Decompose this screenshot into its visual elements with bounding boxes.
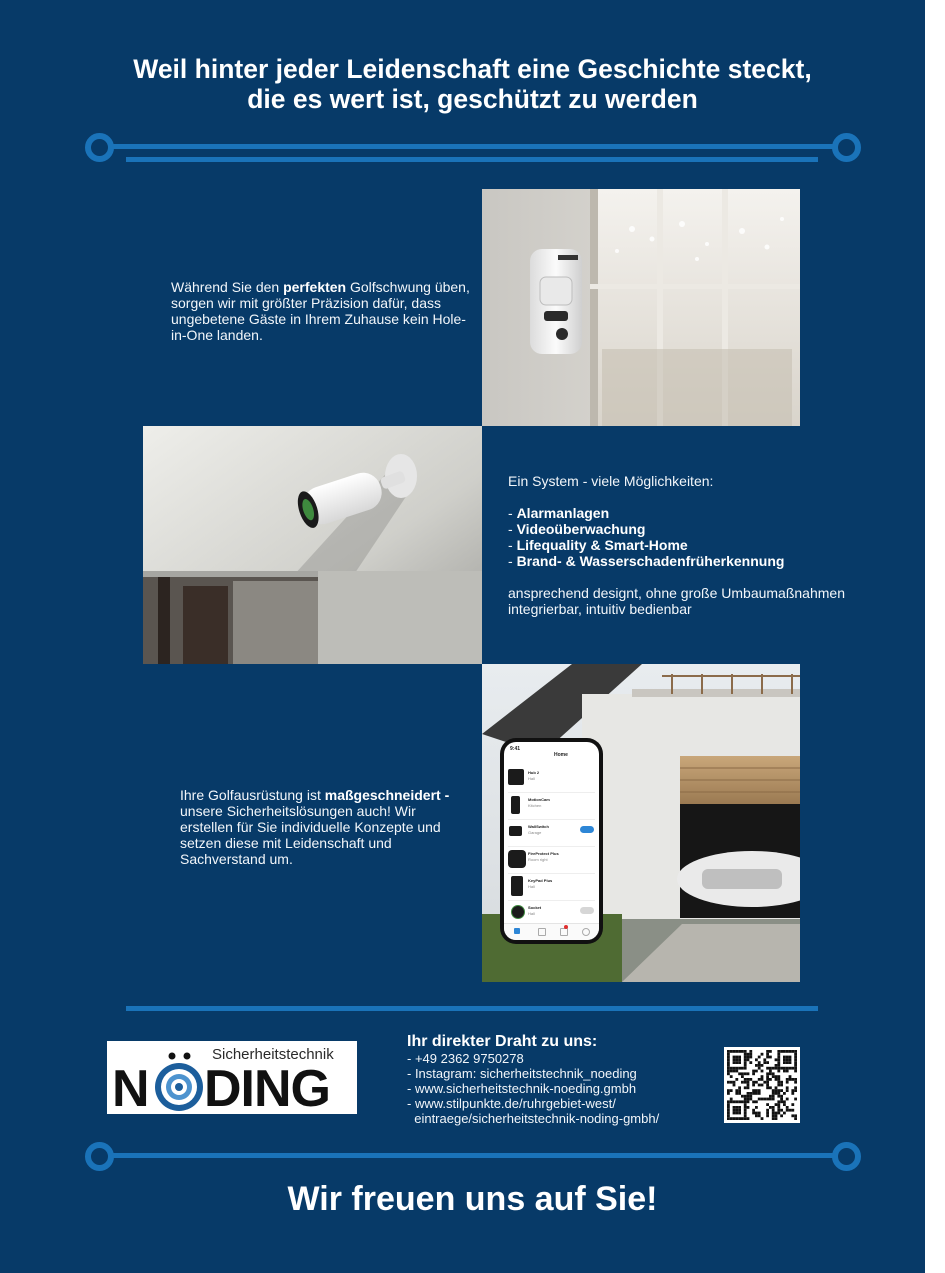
app-screen (504, 742, 599, 940)
device-row (508, 793, 595, 820)
closing-line: Wir freuen uns auf Sie! (287, 1180, 658, 1218)
device-row (508, 820, 595, 847)
device-name: MotionCam (528, 797, 550, 802)
contact-list (407, 1051, 659, 1126)
custom-text-start: Ihre Golfausrüstung ist (180, 787, 325, 803)
device-toggle-off[interactable] (580, 907, 594, 914)
divider-ring-right-bottom (832, 1142, 861, 1171)
device-icon (508, 850, 526, 868)
divider-line-top-second (126, 157, 818, 162)
notification-dot (564, 925, 568, 929)
logo-letters-ding: DING (204, 1060, 330, 1114)
motion-detector-photo (482, 189, 800, 426)
custom-text-bold: maßgeschneidert - (324, 787, 450, 803)
device-name: KeyPad Plus (528, 878, 553, 883)
phone-time: 9:41 (510, 746, 521, 752)
app-title: Home (554, 752, 568, 758)
contact-directory-link[interactable]: - www.stilpunkte.de/ruhrgebiet-west/ (407, 1096, 616, 1111)
device-room: Hall (528, 911, 535, 916)
app-tab-bar (504, 923, 599, 940)
contact-phone[interactable]: - +49 2362 9750278 (407, 1051, 524, 1066)
feature-label: Brand- & Wasserschadenfrüherkennung (516, 553, 785, 569)
divider-line-top (112, 144, 834, 149)
garage-app-photo (482, 664, 800, 982)
divider-ring-left (85, 133, 114, 162)
device-icon (509, 826, 522, 836)
tab-rooms-icon[interactable] (538, 928, 546, 936)
device-row (508, 766, 595, 793)
device-name: Socket (528, 905, 542, 910)
feature-bullet: - (508, 537, 517, 553)
smartphone (500, 738, 603, 944)
device-name: FireProtect Plus (528, 851, 559, 856)
custom-solutions-text (180, 787, 462, 867)
logo-letter-n: N (112, 1060, 149, 1114)
intro-text-end: Golfschwung üben, sorgen wir mit größter Präzision dafür, dass ungebetene Gäste in Ihrem Zuhause kein Hole-in-One landen. (171, 279, 470, 343)
tab-notifications-icon[interactable] (560, 928, 568, 936)
feature-label: Lifequality & Smart-Home (516, 537, 688, 553)
tab-devices-icon[interactable] (514, 928, 520, 934)
custom-text-end: unsere Sicherheitslösungen auch! Wir erstellen für Sie individuelle Konzepte und setzen diese mit Leidenschaft und Sachverstand um. (180, 803, 441, 867)
logo-subtitle: Sicherheitstechnik (212, 1046, 334, 1063)
feature-item-smart-home (508, 537, 868, 553)
qr-code[interactable] (724, 1047, 800, 1123)
divider-line-bottom (112, 1153, 834, 1158)
device-name: WallSwitch (528, 824, 549, 829)
device-icon (508, 769, 524, 785)
feature-bullet: - (508, 553, 517, 569)
device-row (508, 847, 595, 874)
divider-line-middle (126, 1006, 818, 1011)
outdoor-camera-photo (143, 426, 482, 664)
headline-line-2: die es wert ist, geschützt zu werden (247, 84, 698, 114)
divider-ring-right (832, 133, 861, 162)
features-intro: Ein System - viele Möglichkeiten: (508, 473, 714, 489)
device-toggle-on[interactable] (580, 826, 594, 833)
device-name: Hub 2 (528, 770, 540, 775)
contact-title: Ihr direkter Draht zu uns: (407, 1033, 598, 1050)
feature-bullet: - (508, 521, 517, 537)
feature-item-alarm (508, 505, 868, 521)
intro-text (171, 279, 473, 343)
device-icon (511, 876, 523, 896)
feature-item-fire-water (508, 553, 868, 569)
contact-instagram[interactable]: - Instagram: sicherheitstechnik_noeding (407, 1066, 637, 1081)
tab-control-icon[interactable] (582, 928, 590, 936)
device-room: Hall (528, 776, 535, 781)
device-list (508, 766, 595, 927)
contact-directory-link-cont[interactable]: eintraege/sicherheitstechnik-noding-gmbh/ (407, 1111, 660, 1126)
device-room: Garage (528, 830, 542, 835)
feature-label: Videoüberwachung (516, 521, 646, 537)
feature-label: Alarmanlagen (516, 505, 610, 521)
headline-line-1: Weil hinter jeder Leidenschaft eine Geschichte steckt, (133, 54, 812, 84)
intro-text-bold: perfekten (283, 279, 347, 295)
contact-website[interactable]: - www.sicherheitstechnik-noeding.gmbh (407, 1081, 637, 1096)
device-icon (511, 796, 520, 814)
company-logo (107, 1041, 357, 1114)
device-room: Kitchen (528, 803, 542, 808)
device-room: Hall (528, 884, 535, 889)
device-room: Room right (528, 857, 548, 862)
features-outro: ansprechend designt, ohne große Umbaumaßnahmen integrierbar, intuitiv bedienbar (508, 585, 845, 617)
intro-text-start: Während Sie den (171, 279, 284, 295)
divider-ring-left-bottom (85, 1142, 114, 1171)
device-row (508, 874, 595, 901)
feature-bullet: - (508, 505, 517, 521)
device-icon (511, 905, 525, 919)
headline (60, 54, 885, 114)
feature-item-video (508, 521, 868, 537)
features-text (508, 473, 868, 617)
